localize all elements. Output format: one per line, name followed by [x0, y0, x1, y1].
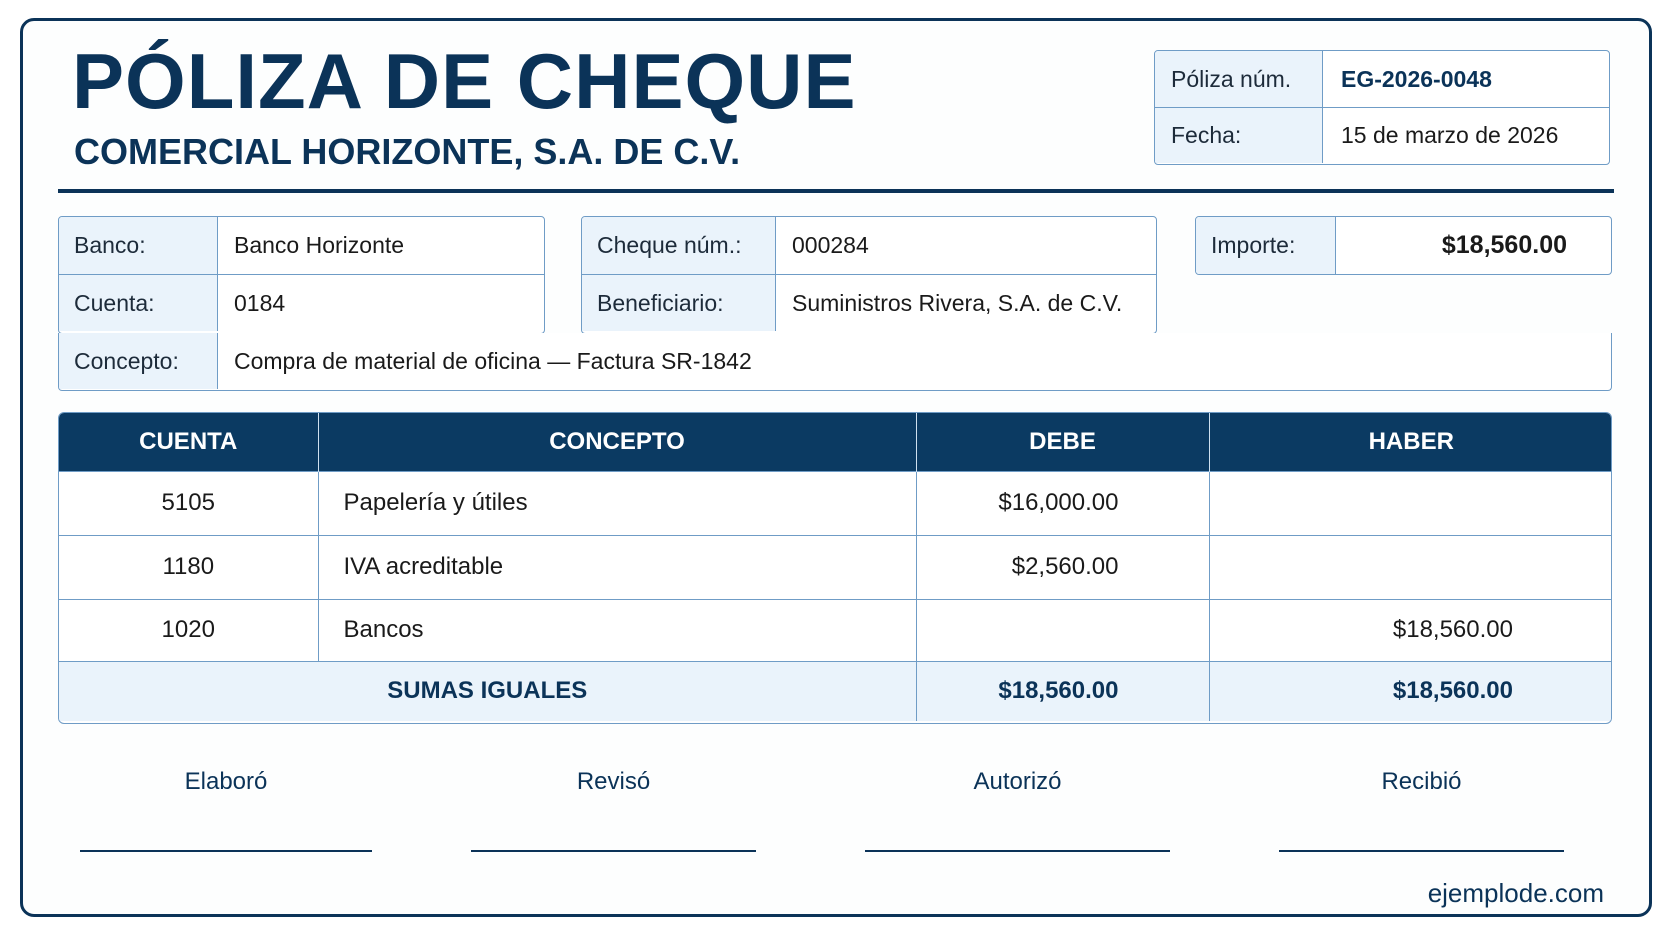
column-header-haber: HABER: [1209, 413, 1612, 471]
cell-cuenta: 1180: [59, 535, 318, 599]
signature-line: [1279, 850, 1564, 852]
cell-haber: $18,560.00: [1209, 599, 1612, 661]
cell-cuenta: 5105: [59, 471, 318, 535]
document-title: PÓLIZA DE CHEQUE: [72, 37, 857, 125]
header-divider: [58, 189, 1614, 193]
table-row: [59, 535, 1612, 599]
cell-concepto: IVA acreditable: [318, 535, 916, 599]
policy-number-label: Póliza núm.: [1155, 51, 1323, 107]
signature-label: Elaboró: [184, 768, 268, 795]
bank-label: Banco:: [59, 217, 218, 274]
account-label: Cuenta:: [59, 275, 218, 331]
concept-label: Concepto:: [59, 333, 218, 389]
cell-concepto: Papelería y útiles: [318, 471, 916, 535]
amount-row: [1196, 217, 1611, 274]
totals-label: SUMAS IGUALES: [59, 661, 916, 721]
totals-debe: $18,560.00: [916, 661, 1209, 721]
bank-row: [59, 217, 544, 274]
cell-concepto: Bancos: [318, 599, 916, 661]
concept-row: [59, 333, 1611, 389]
policy-date-row: [1155, 107, 1609, 163]
beneficiary-row: [582, 274, 1156, 331]
signature-label: Revisó: [576, 768, 651, 795]
bank-value: Banco Horizonte: [234, 232, 405, 258]
account-value: 0184: [234, 289, 286, 316]
column-header-cuenta: CUENTA: [59, 413, 318, 471]
policy-info-table: [1154, 50, 1610, 165]
signature-label: Recibió: [1381, 768, 1462, 795]
cell-debe: $2,560.00: [916, 535, 1209, 599]
cell-debe: $16,000.00: [916, 471, 1209, 535]
signature-line: [80, 850, 372, 852]
policy-number-value: EG-2026-0048: [1341, 65, 1492, 92]
policy-number-row: [1155, 51, 1609, 107]
concept-value: Compra de material de oficina — Factura SR-1842: [234, 347, 752, 374]
table-row: [59, 471, 1612, 535]
cell-haber: [1209, 471, 1612, 535]
cell-cuenta: 1020: [59, 599, 318, 661]
signature-label: Autorizó: [973, 768, 1062, 795]
beneficiary-value: Suministros Rivera, S.A. de C.V.: [792, 289, 1123, 316]
signature-line: [471, 850, 756, 852]
beneficiary-label: Beneficiario:: [582, 275, 776, 331]
concept-field: [58, 333, 1612, 391]
table-row: [59, 599, 1612, 661]
account-row: [59, 274, 544, 331]
table-header-row: [59, 413, 1612, 471]
signature-autorizo: [865, 768, 1170, 798]
totals-row: [59, 661, 1612, 721]
column-header-debe: DEBE: [916, 413, 1209, 471]
amount-value: $18,560.00: [1441, 231, 1567, 259]
signature-elaboro: [80, 768, 372, 798]
amount-field: [1195, 216, 1612, 275]
signature-reviso: [471, 768, 756, 798]
footer-website[interactable]: ejemplode.com: [1427, 878, 1604, 908]
policy-date-label: Fecha:: [1155, 108, 1323, 163]
check-number-label: Cheque núm.:: [582, 217, 776, 274]
company-name: COMERCIAL HORIZONTE, S.A. DE C.V.: [74, 131, 741, 172]
totals-haber: $18,560.00: [1209, 661, 1612, 721]
bank-fields: [58, 216, 545, 334]
cell-haber: [1209, 535, 1612, 599]
column-header-concepto: CONCEPTO: [318, 413, 916, 471]
check-fields: [581, 216, 1157, 334]
amount-label: Importe:: [1196, 217, 1336, 274]
cell-debe: [916, 599, 1209, 661]
check-number-row: [582, 217, 1156, 274]
journal-table: [58, 412, 1612, 724]
signature-line: [865, 850, 1170, 852]
policy-date-value: 15 de marzo de 2026: [1341, 122, 1559, 148]
check-number-value: 000284: [792, 232, 869, 258]
signature-recibio: [1279, 768, 1564, 798]
